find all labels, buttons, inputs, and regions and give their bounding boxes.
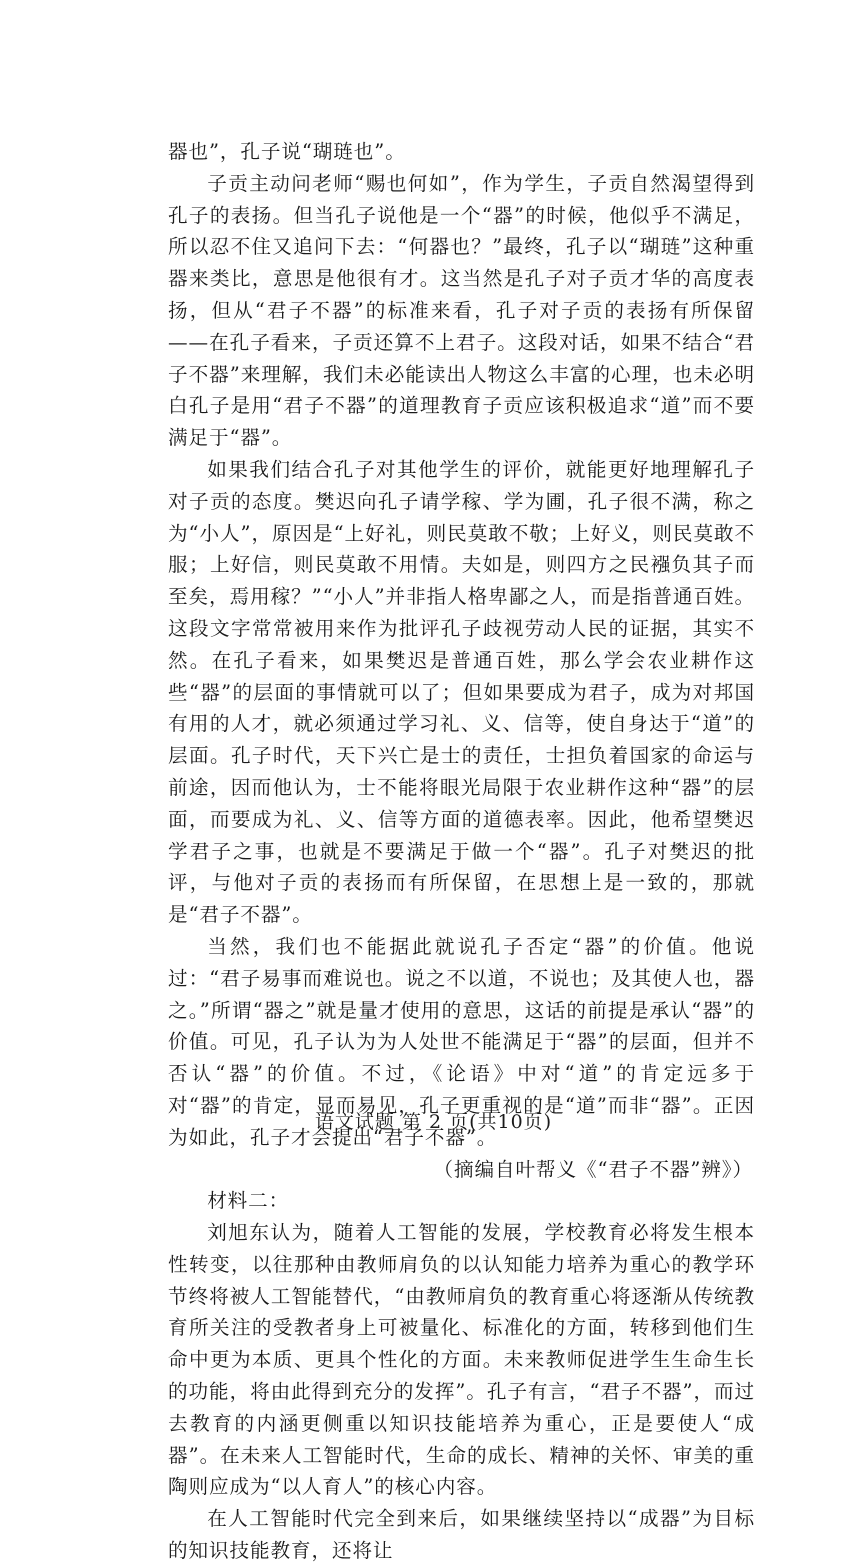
paragraph-ai-era: 在人工智能时代完全到来后，如果继续坚持以“成器”为目标的知识技能教育，还将让 [168, 1507, 755, 1563]
paragraph-value-of-qi: 当然，我们也不能据此就说孔子否定“器”的价值。他说过：“君子易事而难说也。说之不以道，不说也；及其使人也，器之。”所谓“器之”就是量才使用的意思，这话的前提是承认“器”的价值。可见，孔子认为为人处世不能满足于“器”的层面，但并不否认“器”的价值。不过，《论语》中对“道”的肯定远多于对“器”的肯定，显而易见，孔子更重视的是“道”而非“器”。正因为如此，孔子才会提出“君子不器”。 [168, 934, 755, 1149]
page-footer: 语文试题 第 2 页(共10页) [314, 1111, 553, 1133]
paragraph-ai-education: 刘旭东认为，随着人工智能的发展，学校教育必将发生根本性转变，以往那种由教师肩负的以认知能力培养为重心的教学环节终将被人工智能替代，“由教师肩负的教育重心将逐渐从传统教育所关注的受教者身上可被量化、标准化的方面，转移到他们生命中更为本质、更具个性化的方面。未来教师促进学生生命生长的功能，将由此得到充分的发挥”。孔子有言，“君子不器”，而过去教育的内涵更侧重以知识技能培养为重心，正是要使人“成器”。在未来人工智能时代，生命的成长、精神的关怀、审美的重陶则应成为“以人育人”的核心内容。 [168, 1221, 755, 1499]
material-two-heading: 材料二： [207, 1189, 290, 1213]
paragraph-fanchi: 如果我们结合孔子对其他学生的评价，就能更好地理解孔子对子贡的态度。樊迟向孔子请学稼、学为圃，孔子很不满，称之为“小人”，原因是“上好礼，则民莫敢不敬；上好义，则民莫敢不服；上好信，则民莫敢不用情。夫如是，则四方之民襁负其子而至矣，焉用稼？”“小人”并非指人格卑鄙之人，而是指普通百姓。这段文字常常被用来作为批评孔子歧视劳动人民的证据，其实不然。在孔子看来，如果樊迟是普通百姓，那么学会农业耕作这些“器”的层面的事情就可以了；但如果要成为君子，成为对邦国有用的人才，就必须通过学习礼、义、信等，使自身达于“道”的层面。孔子时代，天下兴亡是士的责任，士担负着国家的命运与前途，因而他认为，士不能将眼光局限于农业耕作这种“器”的层面，而要成为礼、义、信等方面的道德表率。因此，他希望樊迟学君子之事，也就是不要满足于做一个“器”。孔子对樊迟的批评，与他对子贡的表扬而有所保留，在思想上是一致的，那就是“君子不器”。 [168, 457, 755, 927]
paragraph-zigong: 子贡主动问老师“赐也何如”，作为学生，子贡自然渴望得到孔子的表扬。但当孔子说他是一个“器”的时候，他似乎不满足，所以忍不住又追问下去：“何器也？”最终，孔子以“瑚琏”这种重器来类比，意思是他很有才。这当然是孔子对子贡才华的高度表扬，但从“君子不器”的标准来看，孔子对子贡的表扬有所保留——在孔子看来，子贡还算不上君子。这段对话，如果不结合“君子不器”来理解，我们未必能读出人物这么丰富的心理，也未必明白孔子是用“君子不器”的道理教育子贡应该积极追求“道”而不要满足于“器”。 [168, 171, 755, 450]
source-citation: （摘编自叶帮义《“君子不器”辨》） [433, 1157, 753, 1181]
document-body [168, 136, 755, 1567]
paragraph-continuation: 器也”，孔子说“瑚琏也”。 [168, 140, 406, 163]
